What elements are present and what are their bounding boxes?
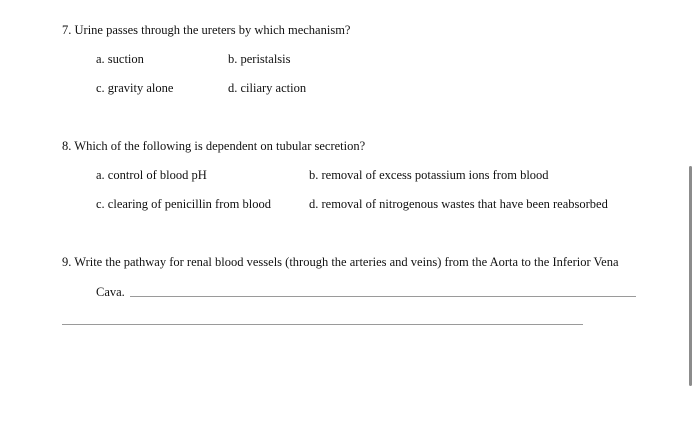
question-7-stem: 7. Urine passes through the ureters by which mechanism? (62, 23, 351, 37)
vertical-scrollbar[interactable] (689, 166, 692, 386)
question-8-option-a: a. control of blood pH (96, 168, 207, 182)
answer-line-2[interactable] (62, 324, 583, 325)
question-8-option-c: c. clearing of penicillin from blood (96, 197, 271, 211)
question-8-option-b: b. removal of excess potassium ions from blood (309, 168, 549, 182)
answer-line-1[interactable] (130, 296, 636, 297)
question-7-option-a: a. suction (96, 52, 144, 66)
question-7-option-d: d. ciliary action (228, 81, 307, 95)
question-9-stem: 9. Write the pathway for renal blood vessels (through the arteries and veins) from the Aorta to the Inferior Vena (62, 255, 619, 269)
question-8-option-d: d. removal of nitrogenous wastes that have been reabsorbed (309, 197, 608, 211)
question-7-option-c: c. gravity alone (96, 81, 174, 95)
question-8-stem: 8. Which of the following is dependent on tubular secretion? (62, 139, 366, 153)
question-7-option-b: b. peristalsis (228, 52, 291, 66)
question-9-continuation: Cava. (96, 285, 125, 299)
